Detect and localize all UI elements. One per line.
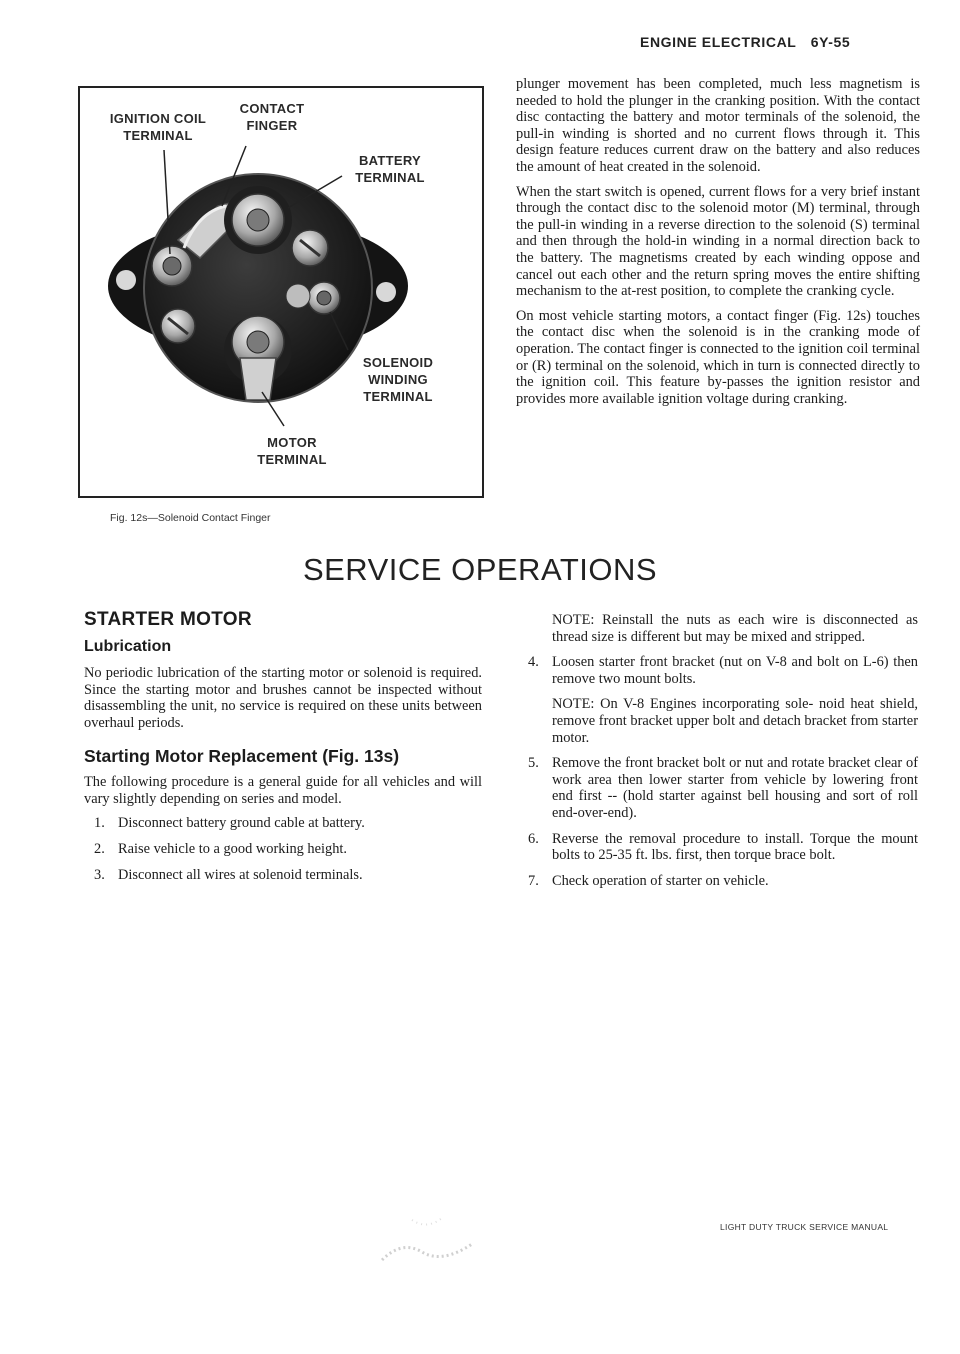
- steps-list-right-b: [518, 755, 918, 889]
- callout-contact-finger: CONTACT FINGER: [239, 101, 305, 133]
- step-text: Remove the front bracket bolt or nut and rotate bracket clear of work area then lower starter from vehicle by lowering front end first -- (hold starter against bell housing and sort of roll end-over-end).: [552, 755, 918, 821]
- solenoid-figure: [78, 86, 484, 498]
- step-text: Check operation of starter on vehicle.: [552, 872, 769, 889]
- list-item: [518, 755, 918, 821]
- list-item: [84, 841, 482, 858]
- header-page-number: 6Y-55: [810, 34, 851, 50]
- header-section: ENGINE ELECTRICAL: [640, 34, 797, 50]
- steps-list-right-a: [518, 654, 918, 687]
- scan-smudge: [372, 1200, 492, 1270]
- list-item: [518, 873, 918, 890]
- right-column-bottom: [518, 612, 918, 898]
- step-text: Loosen starter front bracket (nut on V-8 and bolt on L-6) then remove two mount bolts.: [552, 654, 918, 687]
- step-number: 2.: [94, 840, 105, 857]
- list-item: [518, 831, 918, 864]
- step-text: Reverse the removal procedure to install. Torque the mount bolts to 25-35 ft. lbs. first, then torque brace bolt.: [552, 830, 918, 864]
- step-text: Disconnect battery ground cable at battery.: [118, 815, 365, 832]
- callout-solenoid-winding-terminal: SOLENOID WINDING TERMINAL: [362, 355, 434, 404]
- step-number: 6.: [528, 830, 539, 847]
- heading-starter-motor: STARTER MOTOR: [84, 609, 252, 630]
- page-footer: LIGHT DUTY TRUCK SERVICE MANUAL: [720, 1222, 889, 1232]
- left-column-bottom: [84, 609, 482, 892]
- list-item: [518, 654, 918, 687]
- paragraph-start-switch: When the start switch is opened, current flows for a very brief instant through the contact disc to the solenoid motor (M) terminal, through the pull-in winding in a reverse direction to the solenoid (S) terminal and then through the hold-in winding in a normal direction back to the battery. The magnetisms created by each winding oppose and cancel out each other and the return spring moves the entire shifting mechanism to the at-rest position, to complete the cranking cycle.: [516, 183, 920, 300]
- section-title: SERVICE OPERATIONS: [302, 552, 658, 587]
- step-number: 4.: [528, 654, 539, 671]
- callout-ignition-coil-terminal: IGNITION COIL TERMINAL: [109, 111, 207, 143]
- step-number: 5.: [528, 755, 539, 772]
- list-item: [84, 867, 482, 884]
- paragraph-procedure-intro: The following procedure is a general guide for all vehicles and will vary slightly depending on series and model.: [84, 774, 482, 807]
- step-number: 7.: [528, 872, 539, 889]
- steps-list-left: [84, 815, 482, 883]
- page-header: [640, 34, 900, 50]
- subheading-replacement: Starting Motor Replacement (Fig. 13s): [84, 745, 400, 766]
- paragraph-lubrication: No periodic lubrication of the starting motor or solenoid is required. Since the starting motor and brushes cannot be inspected without disassembling the unit, no service is required on these units between overhaul periods.: [84, 665, 482, 731]
- subheading-lubrication: Lubrication: [84, 637, 172, 655]
- callout-battery-terminal: BATTERY TERMINAL: [355, 153, 425, 185]
- list-item: [84, 815, 482, 832]
- callout-motor-terminal: MOTOR TERMINAL: [257, 435, 327, 467]
- note-reinstall-nuts: NOTE: Reinstall the nuts as each wire is disconnected as thread size is different but may be mixed and stripped.: [552, 612, 918, 645]
- note-heat-shield: NOTE: On V-8 Engines incorporating sole- noid heat shield, remove front bracket upper bolt and detach bracket from starter motor.: [552, 696, 918, 746]
- right-column-top: [516, 76, 920, 415]
- paragraph-plunger: plunger movement has been completed, much less magnetism is needed to hold the plunger in the cranking position. With the contact disc contacting the battery and motor terminals of the solenoid, the pull-in winding is shorted and no current flows through it. This design feature reduces current draw on the battery and also reduces the amount of heat created in the solenoid.: [516, 76, 920, 175]
- step-number: 3.: [94, 866, 105, 883]
- paragraph-contact-finger: On most vehicle starting motors, a contact finger (Fig. 12s) touches the contact disc when the solenoid is in the cranking mode of operation. The contact finger is connected to the ignition coil terminal or (R) terminal on the solenoid, which in turn is connected directly to the ignition coil. This feature by-passes the ignition resistor and provides more available ignition voltage during cranking.: [516, 307, 920, 407]
- figure-caption: Fig. 12s—Solenoid Contact Finger: [110, 512, 271, 524]
- step-text: Disconnect all wires at solenoid terminals.: [118, 866, 363, 883]
- step-text: Raise vehicle to a good working height.: [118, 840, 347, 857]
- step-number: 1.: [94, 815, 105, 832]
